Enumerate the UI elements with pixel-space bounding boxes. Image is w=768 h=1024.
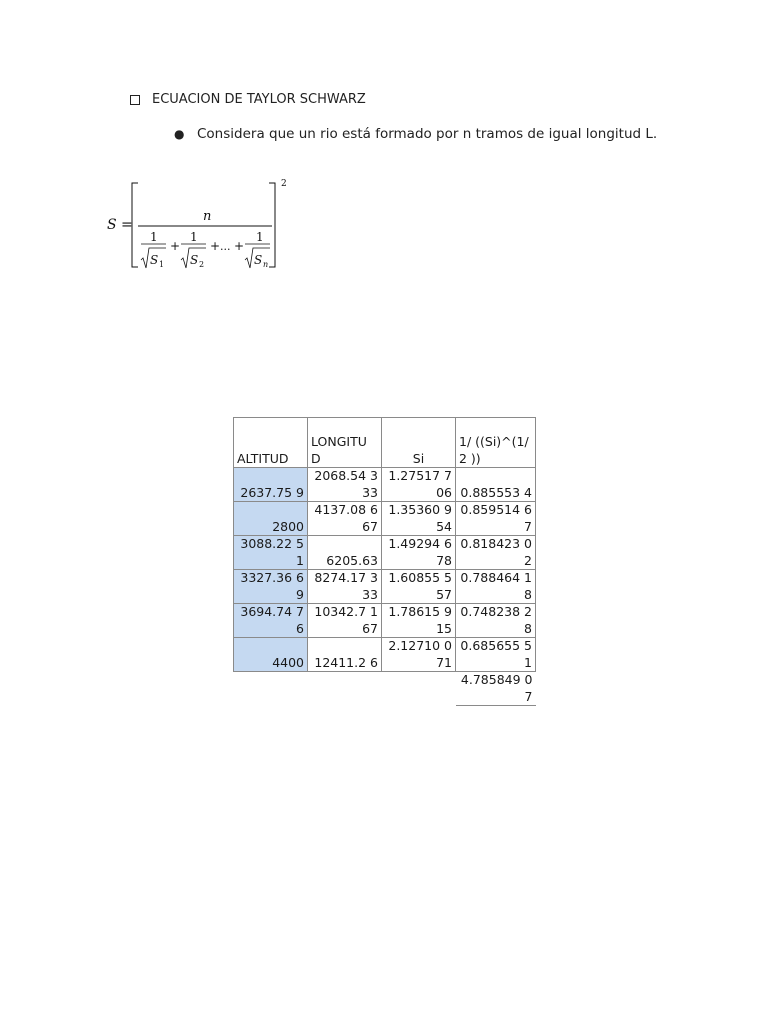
table-header-row [234, 418, 536, 468]
cell-altitud: 2637.75 9 [234, 468, 308, 502]
cell-si: 1.27517 706 [382, 468, 456, 502]
cell-longitud: 4137.08 667 [308, 502, 382, 536]
cell-si: 2.12710 071 [382, 638, 456, 672]
cell-inverse-sqrt: 0.748238 28 [456, 604, 536, 638]
header-inverse-sqrt: 1/ ((Si)^(1/2 )) [456, 418, 536, 468]
term-1-radicand: S [150, 253, 159, 267]
section-heading [129, 92, 366, 107]
table-row [234, 604, 536, 638]
table-row [234, 638, 536, 672]
formula-left-bracket [132, 183, 138, 267]
cell-longitud: 10342.7 167 [308, 604, 382, 638]
header-si: Si [382, 418, 456, 468]
header-altitud: ALTITUD [234, 418, 308, 468]
cell-longitud: 6205.63 [308, 536, 382, 570]
taylor-schwarz-formula [104, 176, 294, 274]
table-row [234, 502, 536, 536]
plus-1: + [170, 239, 181, 253]
cell-longitud: 2068.54 333 [308, 468, 382, 502]
bullet-item [174, 124, 664, 144]
term-1-subscript: 1 [159, 260, 165, 269]
table-row [234, 536, 536, 570]
header-longitud: LONGITU D [308, 418, 382, 468]
cell-inverse-sqrt: 0.885553 4 [456, 468, 536, 502]
term-2-subscript: 2 [199, 260, 205, 269]
term-2-radicand: S [190, 253, 199, 267]
cell-si: 1.49294 678 [382, 536, 456, 570]
term-1-numerator: 1 [150, 230, 158, 244]
cell-inverse-sqrt: 0.859514 67 [456, 502, 536, 536]
heading-text: ECUACION DE TAYLOR SCHWARZ [152, 92, 366, 107]
term-n-radicand: S [254, 253, 263, 267]
formula-lhs: S = [107, 217, 133, 233]
plus-2: + [210, 239, 221, 253]
cell-si: 1.78615 915 [382, 604, 456, 638]
cell-si: 1.35360 954 [382, 502, 456, 536]
ellipsis: ... [220, 240, 231, 253]
bullet-dot-icon: ● [174, 127, 185, 141]
cell-si: 1.60855 557 [382, 570, 456, 604]
plus-3: + [234, 239, 245, 253]
table-total-row [234, 672, 536, 706]
bullet-text: Considera que un rio está formado por n tramos de igual longitud L. [197, 126, 658, 142]
cell-inverse-sqrt: 0.685655 51 [456, 638, 536, 672]
cell-longitud: 8274.17 333 [308, 570, 382, 604]
cell-inverse-sqrt: 0.818423 02 [456, 536, 536, 570]
cell-longitud: 12411.2 6 [308, 638, 382, 672]
cell-altitud: 2800 [234, 502, 308, 536]
formula-numerator: n [203, 209, 212, 224]
table-row [234, 570, 536, 604]
cell-altitud: 3694.74 76 [234, 604, 308, 638]
cell-altitud: 3088.22 51 [234, 536, 308, 570]
formula-right-bracket [269, 183, 275, 267]
table-row [234, 468, 536, 502]
term-2-numerator: 1 [190, 230, 198, 244]
term-n-subscript: n [263, 260, 269, 269]
cell-altitud: 4400 [234, 638, 308, 672]
formula-exponent: 2 [281, 179, 287, 189]
cell-altitud: 3327.36 69 [234, 570, 308, 604]
cell-total: 4.785849 07 [456, 672, 536, 706]
checkbox-bullet-icon [130, 95, 140, 105]
term-n-numerator: 1 [256, 230, 264, 244]
data-table [233, 417, 536, 706]
cell-inverse-sqrt: 0.788464 18 [456, 570, 536, 604]
